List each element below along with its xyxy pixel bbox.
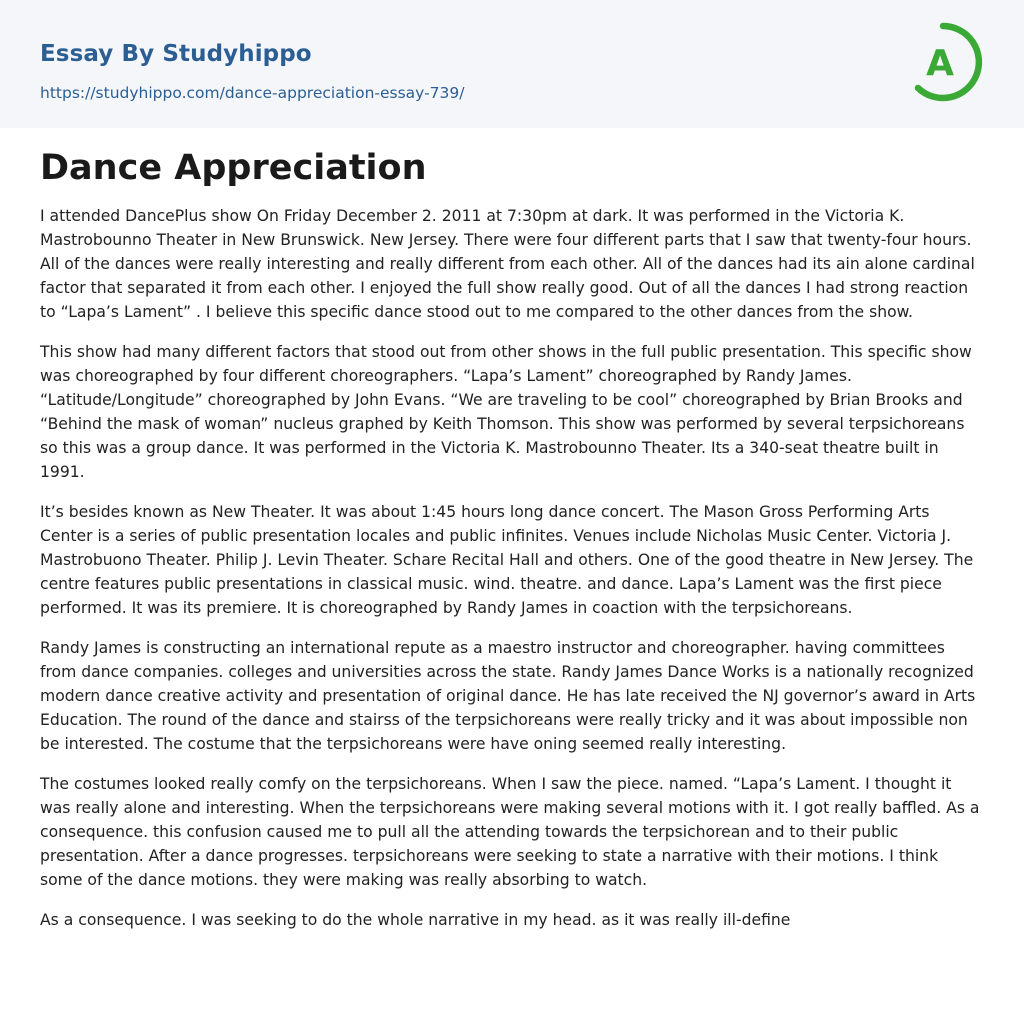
- essay-content: [0, 128, 1024, 932]
- essay-paragraph: The costumes looked really comfy on the terpsichoreans. When I saw the piece. named. “Lapa’s Lament. I thought it was really alone and interesting. When the terpsichoreans were making several motions with it. I got really baffled. As a consequence. this confusion caused me to pull all the attending towards the terpsichorean and to their public presentation. After a dance progresses. terpsichoreans were seeking to state a narrative with their motions. I think some of the dance motions. they were making was really absorbing to watch.: [40, 775, 980, 889]
- essay-url-link[interactable]: https://studyhippo.com/dance-appreciation-essay-739/: [40, 84, 465, 102]
- essay-paragraph: I attended DancePlus show On Friday December 2. 2011 at 7:30pm at dark. It was performed in the Victoria K. Mastrobounno Theater in New Brunswick. New Jersey. There were four different parts that I saw that twenty-four hours. All of the dances were really interesting and really different from each other. All of the dances had its ain alone cardinal factor that separated it from each other. I enjoyed the full show really good. Out of all the dances I had strong reaction to “Lapa’s Lament” . I believe this specific dance stood out to me compared to the other dances from the show.: [40, 207, 975, 321]
- essay-title: Dance Appreciation: [40, 148, 427, 188]
- essay-paragraph: This show had many different factors that stood out from other shows in the full public presentation. This specific show was choreographed by four different choreographers. “Lapa’s Lament” choreographed by Randy James. “Latitude/Longitude” choreographed by John Evans. “We are traveling to be cool” choreographed by Brian Brooks and “Behind the mask of woman” nucleus graphed by Keith Thomson. This show was performed by several terpsichoreans so this was a group dance. It was performed in the Victoria K. Mastrobounno Theater. Its a 340-seat theatre built in 1991.: [40, 343, 972, 481]
- site-header: [0, 0, 1024, 128]
- essay-paragraph: Randy James is constructing an international repute as a maestro instructor and choreographer. having committees from dance companies. colleges and universities across the state. Randy James Dance Works is a nationally recognized modern dance creative activity and presentation of original dance. He has late received the NJ governor’s award in Arts Education. The round of the dance and stairss of the terpsichoreans were really tricky and it was about impossible non be interested. The costume that the terpsichoreans were have oning seemed really interesting.: [40, 639, 976, 753]
- essay-paragraph: As a consequence. I was seeking to do the whole narrative in my head. as it was really ill-define: [40, 911, 791, 929]
- site-brand[interactable]: Essay By Studyhippo: [40, 41, 312, 67]
- logo-letter: A: [926, 43, 954, 84]
- essay-paragraph: It’s besides known as New Theater. It was about 1:45 hours long dance concert. The Mason Gross Performing Arts Center is a series of public presentation locales and public infinites. Venues include Nicholas Music Center. Victoria J. Mastrobuono Theater. Philip J. Levin Theater. Schare Recital Hall and others. One of the good theatre in New Jersey. The centre features public presentations in classical music. wind. theatre. and dance. Lapa’s Lament was the first piece performed. It was its premiere. It is choreographed by Randy James in coaction with the terpsichoreans.: [40, 503, 974, 617]
- studyhippo-logo-icon[interactable]: [910, 18, 988, 106]
